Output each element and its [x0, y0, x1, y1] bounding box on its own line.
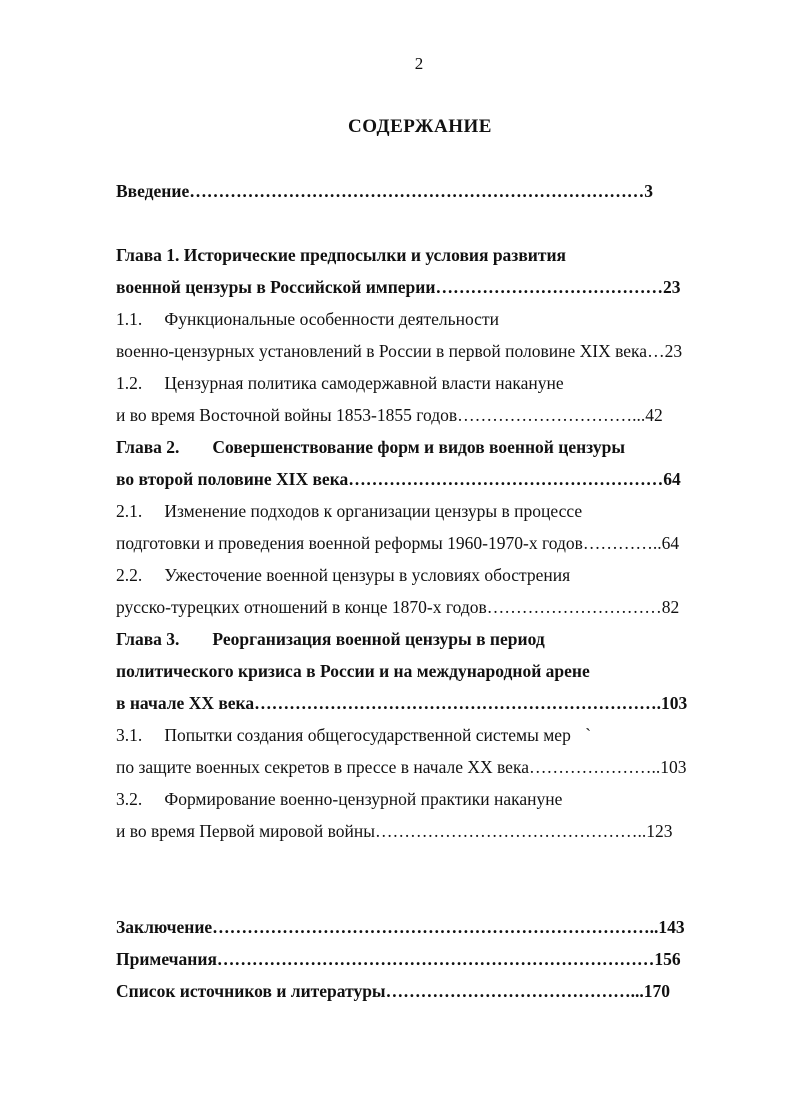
section-number: 2.1. — [116, 501, 143, 521]
toc-sources: Список источников и литературы……………………………………...170 — [116, 981, 670, 1001]
chapter-title: Совершенствование форм и видов военной цензуры — [212, 437, 625, 457]
toc-section-1-2 — [116, 372, 711, 394]
toc-chapter3-title-cont: политического кризиса в России и на международной арене — [116, 661, 590, 681]
chapter-label: Глава 2. — [116, 437, 180, 457]
toc-section-3-1 — [116, 724, 711, 746]
toc-conclusion: Заключение…………………………………………………………………..143 — [116, 917, 685, 937]
toc-chapter1-title: Глава 1. Исторические предпосылки и условия развития — [116, 245, 567, 265]
toc-section-3-1-cont: по защите военных секретов в прессе в начале XX века…………………..103 — [116, 757, 687, 777]
stray-mark: ` — [585, 725, 592, 745]
toc-chapter3-title-cont2: в начале XX века…………………………………………………………….103 — [116, 693, 688, 713]
section-number: 1.1. — [116, 309, 143, 329]
toc-chapter2-title-cont: во второй половине XIX века………………………………………………64 — [116, 469, 681, 489]
section-number: 1.2. — [116, 373, 143, 393]
toc-chapter2-title — [116, 436, 711, 458]
toc-section-1-1-cont: военно-цензурных установлений в России в первой половине XIX века…23 — [116, 341, 683, 361]
section-number: 3.2. — [116, 789, 143, 809]
chapter-label: Глава 3. — [116, 629, 180, 649]
section-title: Цензурная политика самодержавной власти накануне — [164, 373, 564, 393]
toc-section-2-1-cont: подготовки и проведения военной реформы 1960-1970-х годов…………..64 — [116, 533, 680, 553]
section-title: Ужесточение военной цензуры в условиях обострения — [164, 565, 571, 585]
toc-intro: Введение……………………………………………………………………3 — [116, 181, 653, 201]
section-title: Попытки создания общегосударственной системы мер — [164, 725, 571, 745]
toc-section-1-2-cont: и во время Восточной войны 1853-1855 годов…………………………...42 — [116, 405, 663, 425]
page-title: СОДЕРЖАНИЕ — [348, 116, 492, 137]
toc-chapter1-title-cont: военной цензуры в Российской империи…………………………………23 — [116, 277, 681, 297]
section-title: Изменение подходов к организации цензуры в процессе — [164, 501, 583, 521]
toc-section-2-2 — [116, 564, 711, 586]
chapter-title: Реорганизация военной цензуры в период — [212, 629, 545, 649]
toc-section-2-1 — [116, 500, 711, 522]
section-number: 3.1. — [116, 725, 143, 745]
section-title: Формирование военно-цензурной практики накануне — [164, 789, 563, 809]
toc-section-3-2 — [116, 788, 711, 810]
section-title: Функциональные особенности деятельности — [164, 309, 499, 329]
toc-section-3-2-cont: и во время Первой мировой войны………………………………………..123 — [116, 821, 673, 841]
section-number: 2.2. — [116, 565, 143, 585]
toc-section-2-2-cont: русско-турецких отношений в конце 1870-х годов…………………………82 — [116, 597, 680, 617]
toc-chapter3-title — [116, 628, 711, 650]
page-number: 2 — [414, 54, 424, 73]
toc-section-1-1 — [116, 308, 711, 330]
toc-notes: Примечания…………………………………………………………………156 — [116, 949, 681, 969]
